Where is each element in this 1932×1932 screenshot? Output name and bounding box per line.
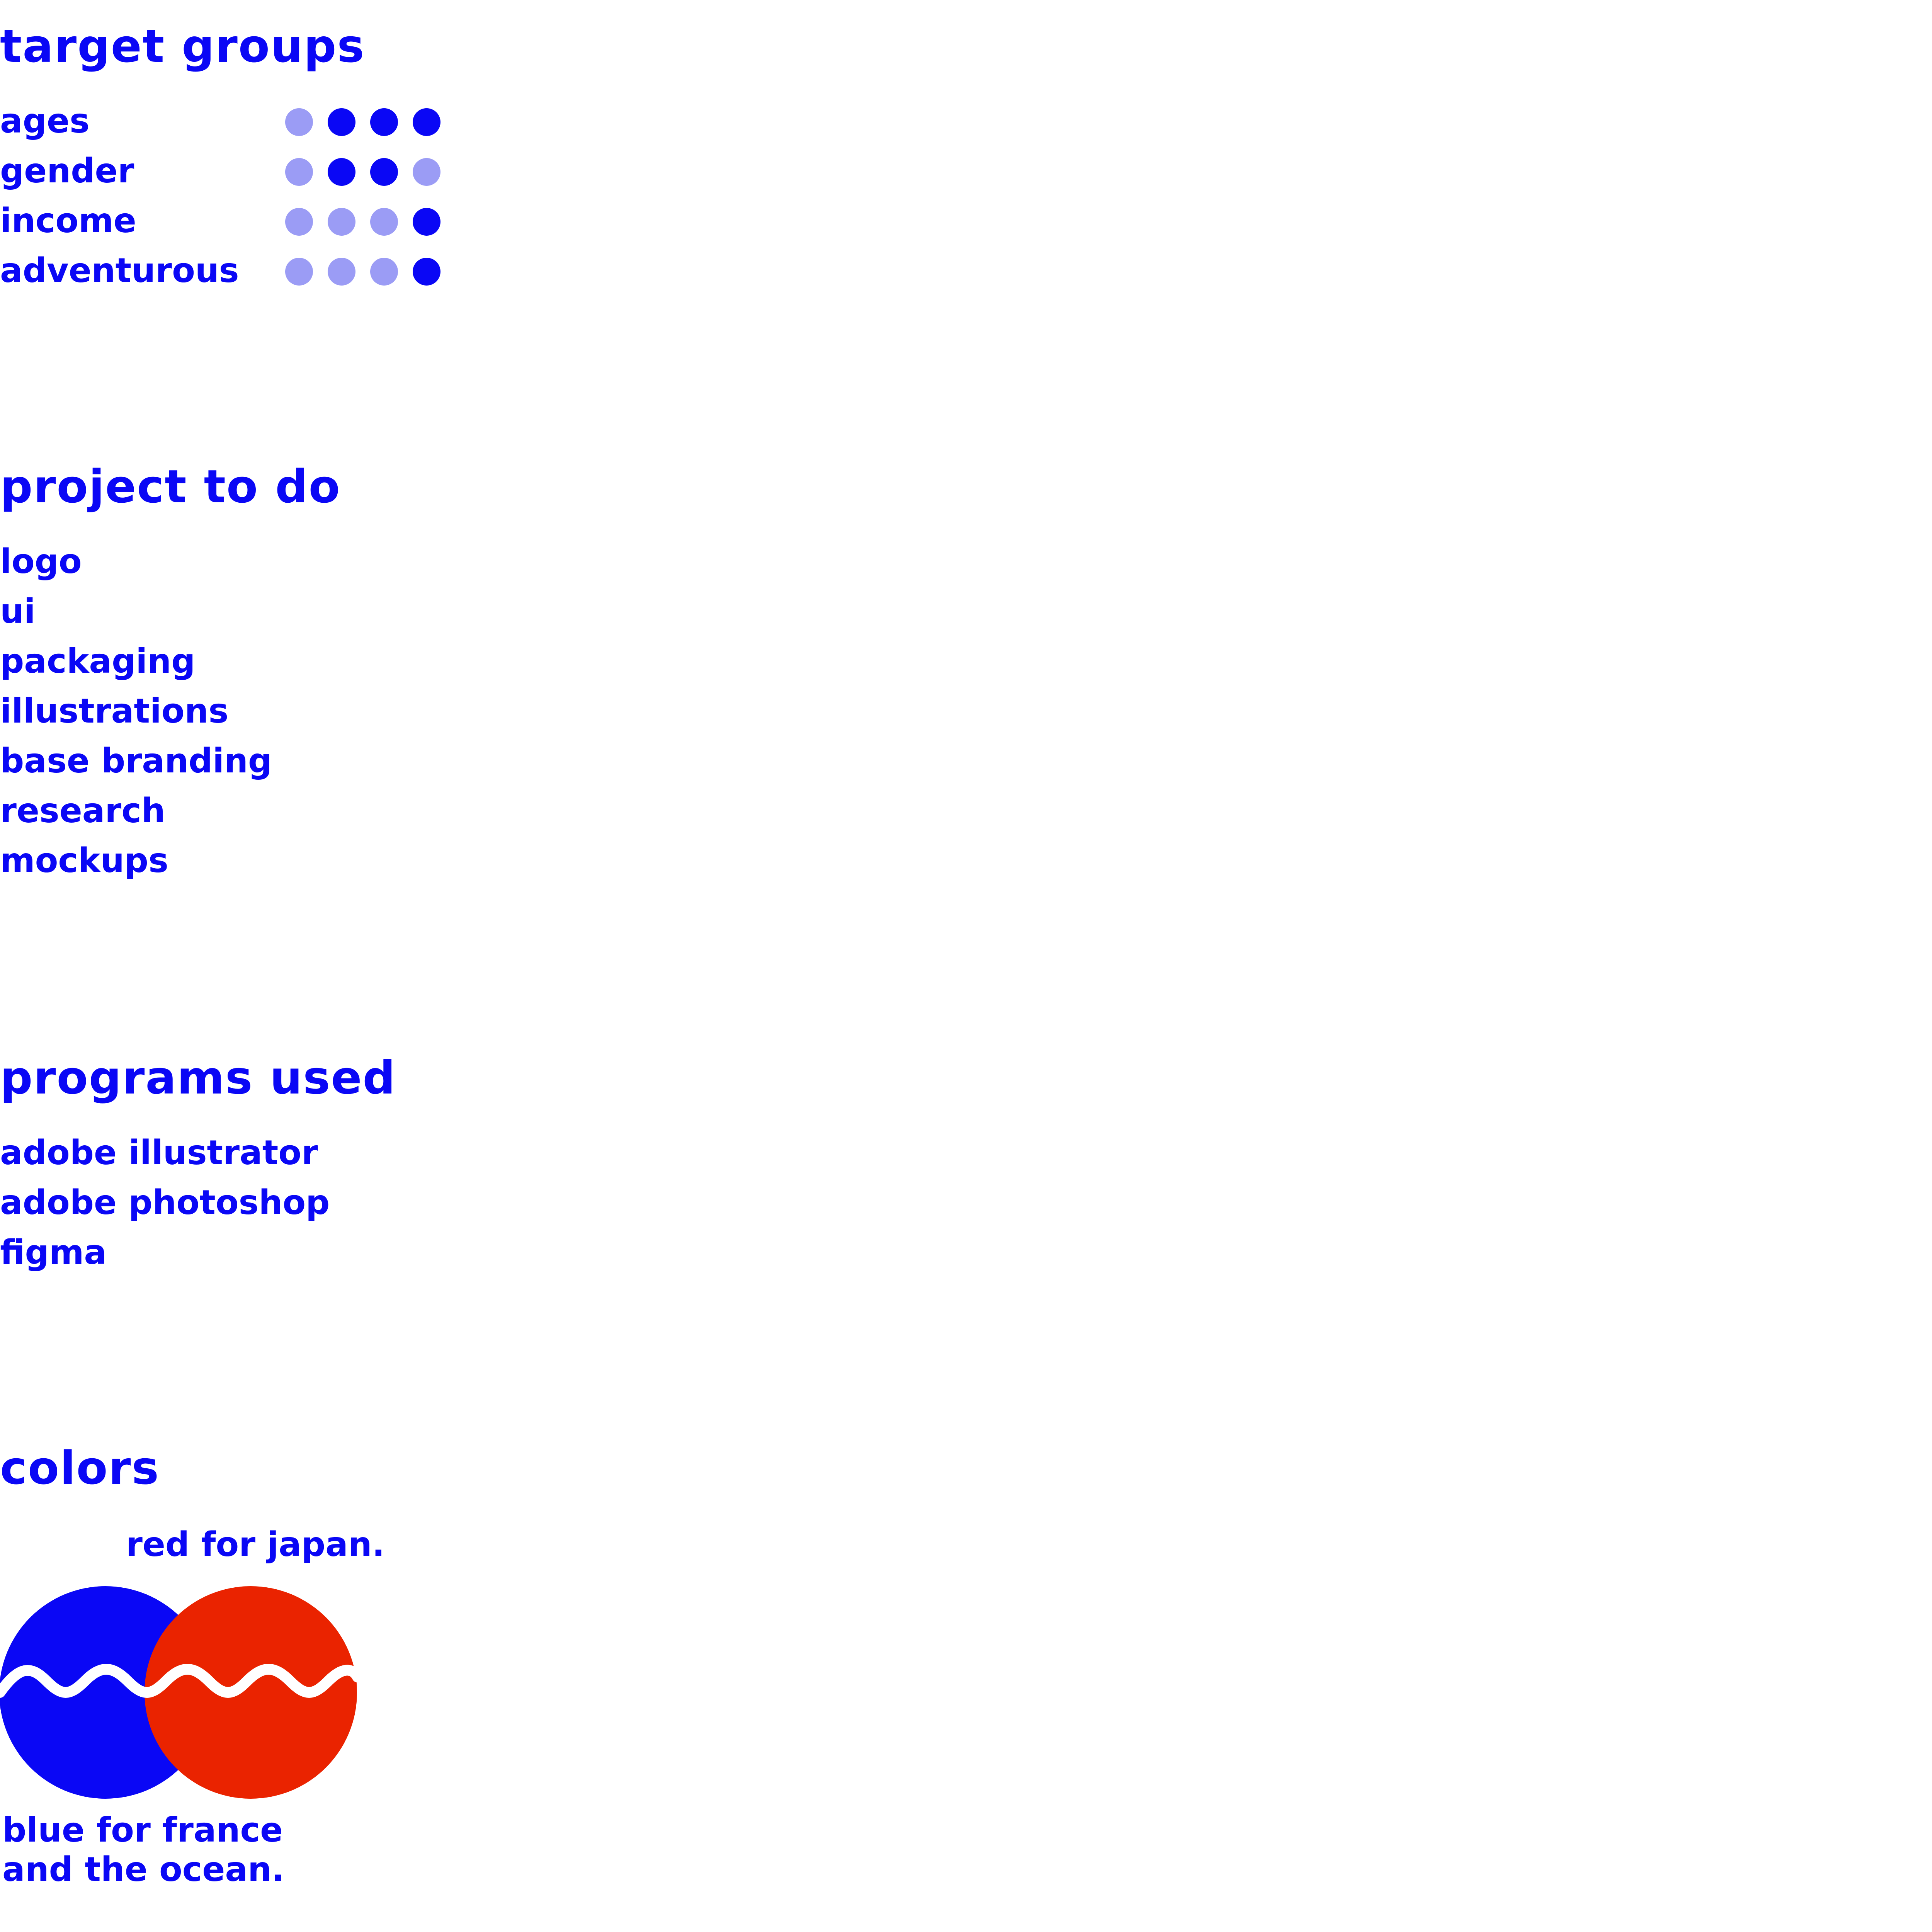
target-group-label-adventurous: adventurous [0,251,239,290]
rating-dot [285,258,313,286]
target-group-label-ages: ages [0,101,90,141]
blue-color-label: blue for france and the ocean. [2,1810,285,1889]
project-to-do-section [0,460,502,900]
rating-dot [285,108,313,136]
rating-dot [413,158,440,186]
rating-dot [285,208,313,236]
programs-used-heading: programs used [0,1051,396,1104]
rating-dot [370,258,398,286]
list-item: packaging [0,641,196,681]
list-item: logo [0,542,82,581]
programs-used-section [0,1051,502,1287]
target-group-label-income: income [0,201,136,240]
colors-section [0,1441,502,1909]
list-item: research [0,791,165,830]
target-group-label-gender: gender [0,151,134,190]
rating-dot [285,158,313,186]
list-item: adobe illustrator [0,1133,318,1172]
list-item: mockups [0,841,168,880]
rating-dot [328,158,355,186]
rating-dot [328,108,355,136]
overlapping-circles-wave-icon [0,1584,359,1801]
list-item: base branding [0,741,272,781]
list-item: ui [0,592,36,631]
rating-dot [370,108,398,136]
project-to-do-list [0,542,502,893]
rating-dot [413,208,440,236]
list-item: adobe photoshop [0,1183,330,1222]
rating-dot [370,158,398,186]
rating-dot [370,208,398,236]
rating-dot [328,208,355,236]
rating-dots-adventurous [285,258,440,286]
target-groups-section [0,19,502,301]
colors-heading: colors [0,1441,160,1495]
rating-dots-income [285,208,440,236]
target-groups-list [0,101,502,305]
target-groups-heading: target groups [0,19,365,73]
list-item: figma [0,1233,107,1272]
rating-dot [413,258,440,286]
rating-dot [328,258,355,286]
red-color-label: red for japan. [126,1525,385,1564]
rating-dot [413,108,440,136]
rating-dots-gender [285,158,440,186]
programs-used-list [0,1133,502,1291]
project-to-do-heading: project to do [0,460,341,513]
rating-dots-ages [285,108,440,136]
list-item: illustrations [0,691,229,731]
